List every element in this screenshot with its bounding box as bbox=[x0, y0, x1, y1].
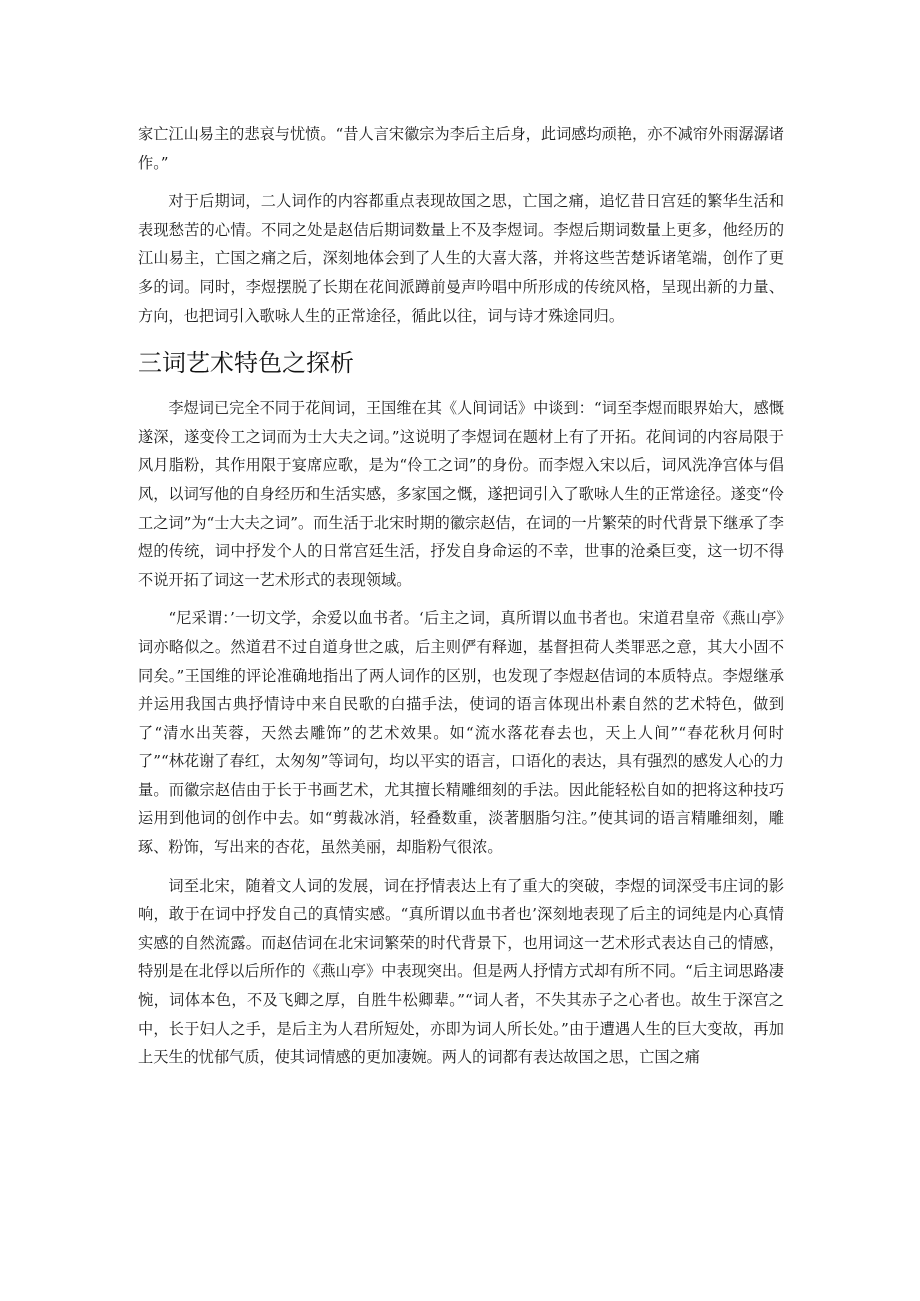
paragraph-3: 李煜词已完全不同于花间词，王国维在其《人间词话》中谈到：“词至李煜而眼界始大，感慨遂深，遂变伶工之词而为士大夫之词。”这说明了李煜词在题材上有了开拓。花间词的内容局限于风月脂粉，其作用限于宴席应歌，是为“伶工之词”的身份。而李煜入宋以后，词风洗净宫体与倡风，以词写他的自身经历和生活实感，多家国之慨，遂把词引入了歌咏人生的正常途径。遂变“伶工之词”为“士大夫之词”。而生活于北宋时期的徽宗赵佶，在词的一片繁荣的时代背景下继承了李煜的传统，词中抒发个人的日常宫廷生活，抒发自身命运的不幸，世事的沧桑巨变，这一切不得不说开拓了词这一艺术形式的表现领域。 bbox=[138, 399, 784, 589]
paragraph-5: 词至北宋，随着文人词的发展，词在抒情表达上有了重大的突破，李煜的词深受韦庄词的影响，敢于在词中抒发自己的真情实感。“真所谓以血书者也’深刻地表现了后主的词纯是内心真情实感的自然流露。而赵佶词在北宋词繁荣的时代背景下，也用词这一艺术形式表达自己的情感，特别是在北俘以后所作的《燕山亭》中表现突出。但是两人抒情方式却有所不同。“后主词思路凄惋，词体本色，不及飞卿之厚，自胜牛松卿辈。”“词人者，不失其赤子之心者也。故生于深宫之中，长于妇人之手，是后主为人君所短处，亦即为词人所长处。”由于遭遇人生的巨大变故，再加上天生的忧郁气质，使其词情感的更加凄婉。两人的词都有表达故国之思，亡国之痛 bbox=[138, 876, 784, 1067]
section-heading: 三词艺术特色之探析 bbox=[138, 349, 354, 378]
paragraph-4: “尼采谓：’一切文学，余爱以血书者。‘后主之词，真所谓以血书者也。宋道君皇帝《燕山亭》词亦略似之。然道君不过自道身世之戚，后主则俨有释迦，基督担荷人类罪恶之意，其大小固不同矣。”王国维的评论准确地指出了两人词作的区别，也发现了李煜赵佶词的本质特点。李煜继承并运用我国古典抒情诗中来自民歌的白描手法，使词的语言体现出朴素自然的艺术特色，做到了“清水出芙蓉，天然去雕饰”的艺术效果。如“流水落花春去也，天上人间”“春花秋月何时了”“林花谢了春红，太匆匆”等词句，均以平实的语言，口语化的表达，具有强烈的感发人心的力量。而徽宗赵佶由于长于书画艺术，尤其擅长精雕细刻的手法。因此能轻松自如的把将这种技巧运用到他词的创作中去。如“剪裁冰消，轻叠数重，淡著胭脂匀注。”使其词的语言精雕细刻，雕琢、粉饰，写出来的杏花，虽然美丽，却脂粉气很浓。 bbox=[138, 609, 784, 857]
document-body bbox=[138, 120, 784, 1082]
paragraph-2: 对于后期词，二人词作的内容都重点表现故国之思，亡国之痛，追忆昔日宫廷的繁华生活和表现愁苦的心情。不同之处是赵佶后期词数量上不及李煜词。李煜后期词数量上更多，他经历的江山易主，亡国之痛之后，深刻地体会到了人生的大喜大落，并将这些苦楚诉诸笔端，创作了更多的词。同时，李煜摆脱了长期在花间派蹲前曼声吟唱中所形成的传统风格，呈现出新的力量、方向，也把词引入歌咏人生的正常途径，循此以往，词与诗才殊途同归。 bbox=[138, 192, 784, 325]
paragraph-1: 家亡江山易主的悲哀与忧愤。“昔人言宋徽宗为李后主后身，此词感均顽艳，亦不减帘外雨潺潺诸作。” bbox=[138, 125, 784, 172]
